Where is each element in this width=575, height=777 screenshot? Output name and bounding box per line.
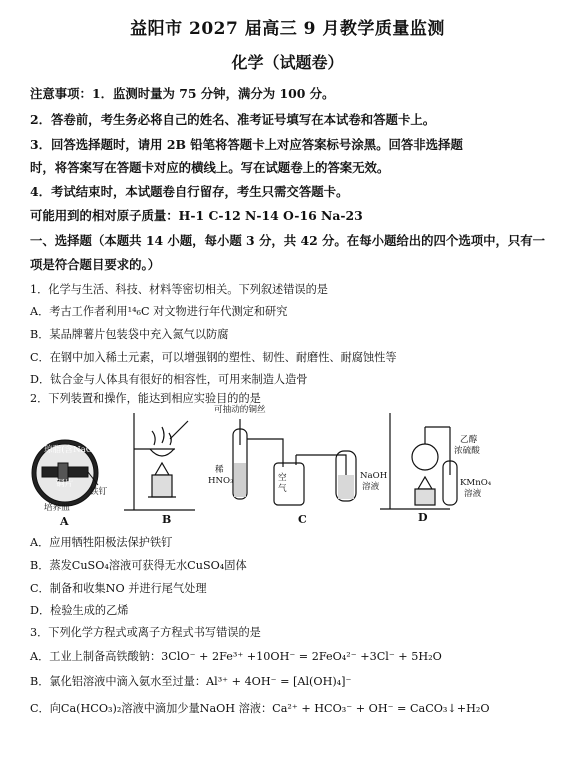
q2-option-a: A．应用牺牲阳极法保护铁钉 bbox=[30, 536, 173, 549]
label-kmno4-sol: 溶液 bbox=[464, 489, 482, 499]
label-acid-2: HNO₃ bbox=[208, 476, 234, 486]
label-naoh: NaOH bbox=[360, 471, 388, 481]
label-ethanol: 乙醇 bbox=[460, 435, 478, 445]
label-agar: 琼脂(含NaCl) bbox=[44, 445, 99, 455]
q2-option-b: B．蒸发CuSO₄溶液可获得无水CuSO₄固体 bbox=[30, 559, 247, 572]
label-acid-1: 稀 bbox=[215, 465, 224, 475]
q3-option-c: C．向Ca(HCO₃)₂溶液中滴加少量NaOH 溶液：Ca²⁺ + HCO₃⁻ + OH⁻ = CaCO₃↓+H₂O bbox=[30, 702, 490, 715]
q2-apparatus-figure bbox=[30, 405, 560, 527]
label-air: 空 bbox=[278, 473, 287, 483]
q3-option-a: A．工业上制备高铁酸钠：3ClO⁻ + 2Fe³⁺ +10OH⁻ = 2FeO₄²⁻ +3Cl⁻ + 5H₂O bbox=[30, 650, 442, 663]
q3-option-b: B．氯化铝溶液中滴入氨水至过量：Al³⁺ + 4OH⁻ = [Al(OH)₄]⁻ bbox=[30, 675, 352, 688]
note-2: 2．答卷前，考生务必将自己的姓名、准考证号填写在本试卷和答题卡上。 bbox=[30, 112, 436, 127]
apparatus-b-evaporation bbox=[124, 413, 195, 510]
exam-subtitle: 化学（试题卷） bbox=[231, 53, 344, 72]
label-copper-wire: 可抽动的铜丝 bbox=[214, 405, 266, 415]
figure-tag-b: B bbox=[162, 513, 172, 526]
q1-option-c: C．在钢中加入稀土元素，可以增强钢的塑性、韧性、耐磨性、耐腐蚀性等 bbox=[30, 351, 397, 364]
figure-tag-c: C bbox=[298, 513, 307, 526]
q2-stem: 2．下列装置和操作，能达到相应实验目的的是 bbox=[30, 392, 261, 405]
q3-stem: 3．下列化学方程式或离子方程式书写错误的是 bbox=[30, 626, 261, 639]
q1-option-d: D．钛合金与人体具有很好的相容性，可用来制造人造骨 bbox=[30, 373, 308, 386]
figure-tag-d: D bbox=[418, 511, 428, 524]
label-air-2: 气 bbox=[278, 484, 287, 494]
note-1: 注意事项：1．监测时量为 75 分钟，满分为 100 分。 bbox=[30, 86, 335, 101]
figure-tag-a: A bbox=[60, 515, 69, 528]
note-3: 3．回答选择题时，请用 2B 铅笔将答题卡上对应答案标号涂黑。回答非选择题 bbox=[30, 137, 463, 152]
label-kmno4: KMnO₄ bbox=[460, 478, 492, 488]
q1-option-b: B．某品牌薯片包装袋中充入氮气以防腐 bbox=[30, 328, 229, 341]
label-dish: 培养皿 bbox=[44, 503, 70, 513]
label-nail: 铁钉 bbox=[90, 487, 108, 497]
note-3-cont: 时，将答案写在答题卡对应的横线上。写在试题卷上的答案无效。 bbox=[30, 160, 390, 175]
apparatus-d-ethylene-test bbox=[380, 413, 457, 509]
q1-option-a: A．考古工作者利用¹⁴₆C 对文物进行年代测定和研究 bbox=[30, 305, 288, 318]
label-naoh-sol: 溶液 bbox=[362, 482, 380, 492]
label-copper: 铜片 bbox=[56, 479, 74, 489]
note-4: 4．考试结束时，本试题卷自行留存，考生只需交答题卡。 bbox=[30, 184, 349, 199]
q2-option-d: D．检验生成的乙烯 bbox=[30, 604, 129, 617]
exam-title: 益阳市 2027 届高三 9 月教学质量监测 bbox=[130, 19, 445, 39]
q1-stem: 1．化学与生活、科技、材料等密切相关。下列叙述错误的是 bbox=[30, 283, 328, 296]
label-h2so4: 浓硫酸 bbox=[454, 446, 480, 456]
q2-option-c: C．制备和收集NO 并进行尾气处理 bbox=[30, 582, 207, 595]
section-heading: 一、选择题（本题共 14 小题，每小题 3 分，共 42 分。在每小题给出的四个选项中，只有一 bbox=[30, 233, 546, 248]
section-heading-cont: 项是符合题目要求的。） bbox=[30, 257, 161, 272]
apparatus-c-no-setup bbox=[233, 419, 356, 505]
atomic-masses: 可能用到的相对原子质量：H-1 C-12 N-14 O-16 Na-23 bbox=[30, 208, 363, 223]
apparatus-drawing bbox=[30, 405, 560, 527]
